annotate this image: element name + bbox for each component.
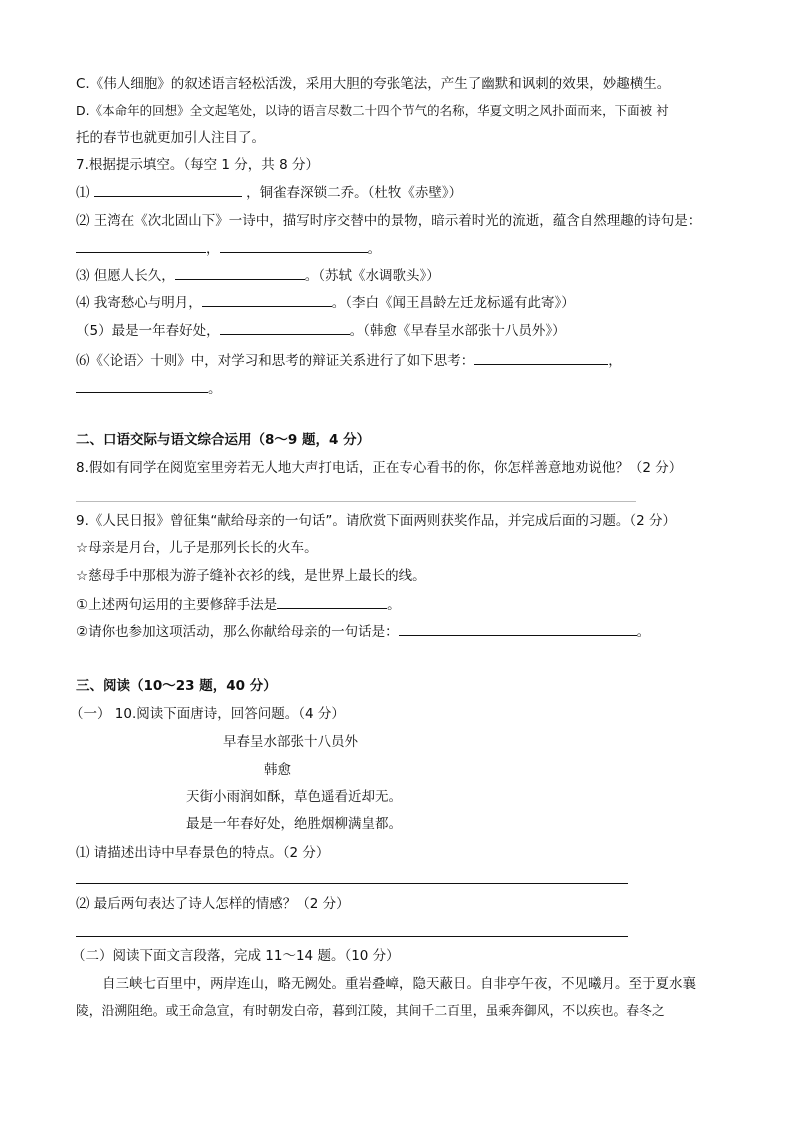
question-10: （一） 10.阅读下面唐诗，回答问题。（4 分） <box>70 706 345 722</box>
q7-1-number: ⑴ <box>76 185 90 201</box>
section-2-heading: 二、口语交际与语文综合运用（8～9 题，4 分） <box>76 432 371 448</box>
q7-3-suffix: 。（苏轼《水调歌头》） <box>304 268 440 284</box>
question-7-3 <box>76 265 440 286</box>
q7-6-separator: ， <box>608 353 622 369</box>
subsection-2-title: （二）阅读下面文言段落，完成 11～14 题。（10 分） <box>72 948 400 964</box>
question-7-2: ⑵ 王湾在《次北固山下》一诗中，描写时序交替中的景物，暗示着时光的流逝，蕴含自然理趣的诗句是： <box>76 213 702 229</box>
q7-4-prefix: ⑷ 我寄愁心与明月， <box>76 295 202 311</box>
question-7-2-blanks <box>76 238 381 259</box>
q7-4-suffix: 。（李白《闻王昌龄左迁龙标遥有此寄》） <box>331 295 575 311</box>
q9-2-prefix: ②请你也参加这项活动，那么你献给母亲的一句话是： <box>76 624 399 640</box>
poem-title: 早春呈水部张十八员外 <box>223 734 358 750</box>
q7-6-prefix: ⑹《〈论语〉十则》中，对学习和思考的辩证关系进行了如下思考： <box>76 353 475 369</box>
question-7-6-cont <box>76 378 222 399</box>
question-10-2: ⑵ 最后两句表达了诗人怎样的情感？（2 分） <box>76 896 350 912</box>
q9-1-answer-blank[interactable] <box>277 594 387 609</box>
question-7-6 <box>76 350 622 371</box>
q9-2-end: 。 <box>636 624 651 640</box>
q7-1-text: ，铜雀春深锁二乔。（杜牧《赤壁》） <box>246 185 463 201</box>
q10-1-answer-line[interactable] <box>76 883 628 884</box>
question-9-1 <box>76 594 401 615</box>
option-c: C.《伟人细胞》的叙述语言轻松活泼，采用大胆的夸张笔法，产生了幽默和讽刺的效果，妙趣横生。 <box>76 76 671 92</box>
poem-author: 韩愈 <box>264 762 291 778</box>
section-3-heading: 三、阅读（10～23 题，40 分） <box>76 678 277 694</box>
q7-3-answer-blank[interactable] <box>175 265 305 280</box>
option-d-line1: D.《本命年的回想》全文起笔处，以诗的语言尽数二十四个节气的名称，华夏文明之风扑面而来，下面被 衬 <box>76 103 669 118</box>
poem-line-1: 天街小雨润如酥，草色遥看近却无。 <box>186 789 402 805</box>
question-7-5 <box>76 320 566 341</box>
q7-2-answer-blank-1[interactable] <box>76 238 206 253</box>
question-7-title: 7.根据提示填空。（每空 1 分，共 8 分） <box>76 157 319 173</box>
q9-sentence-2: ☆慈母手中那根为游子缝补衣衫的线，是世界上最长的线。 <box>76 568 426 584</box>
q7-6-end: 。 <box>208 381 222 397</box>
q7-5-suffix: 。（韩愈《早春呈水部张十八员外》） <box>349 323 566 339</box>
q10-2-answer-line[interactable] <box>76 936 628 937</box>
q7-6-answer-blank-2[interactable] <box>76 378 208 393</box>
q7-5-answer-blank[interactable] <box>220 320 350 335</box>
q7-2-answer-blank-2[interactable] <box>220 238 368 253</box>
question-7-4 <box>76 292 575 313</box>
classical-text-line-1: 自三峡七百里中，两岸连山，略无阙处。重岩叠嶂，隐天蔽日。自非亭午夜，不见曦月。至于夏水襄 <box>102 976 696 992</box>
q9-sentence-1: ☆母亲是月台，儿子是那列长长的火车。 <box>76 540 318 556</box>
q7-3-prefix: ⑶ 但愿人长久， <box>76 268 175 284</box>
q7-6-answer-blank-1[interactable] <box>474 350 608 365</box>
classical-text-line-2: 陵，沿溯阻绝。或王命急宣，有时朝发白帝，暮到江陵，其间千二百里，虽乘奔御风，不以疾也。春冬之 <box>76 1004 665 1019</box>
poem-line-2: 最是一年春好处，绝胜烟柳满皇都。 <box>186 816 402 832</box>
q9-1-prefix: ①上述两句运用的主要修辞手法是 <box>76 597 278 613</box>
q9-2-answer-blank[interactable] <box>399 621 637 636</box>
question-9-2 <box>76 621 650 642</box>
q7-2-separator: ， <box>206 241 220 257</box>
q7-5-prefix: （5）最是一年春好处， <box>76 323 220 339</box>
q7-4-answer-blank[interactable] <box>202 292 332 307</box>
option-d-line2: 托的春节也就更加引人注目了。 <box>76 130 265 146</box>
question-9: 9.《人民日报》曾征集“献给母亲的一句话”。请欣赏下面两则获奖作品，并完成后面的习题。（2 分） <box>76 513 676 529</box>
q7-2-end: 。 <box>367 241 381 257</box>
question-7-1 <box>76 182 462 203</box>
question-10-1: ⑴ 请描述出诗中早春景色的特点。（2 分） <box>76 845 330 861</box>
q7-1-answer-blank[interactable] <box>94 182 242 197</box>
q9-1-end: 。 <box>387 597 401 613</box>
q8-answer-line[interactable] <box>76 501 636 502</box>
question-8: 8.假如有同学在阅览室里旁若无人地大声打电话，正在专心看书的你，你怎样善意地劝说他？（2 分） <box>76 460 683 476</box>
